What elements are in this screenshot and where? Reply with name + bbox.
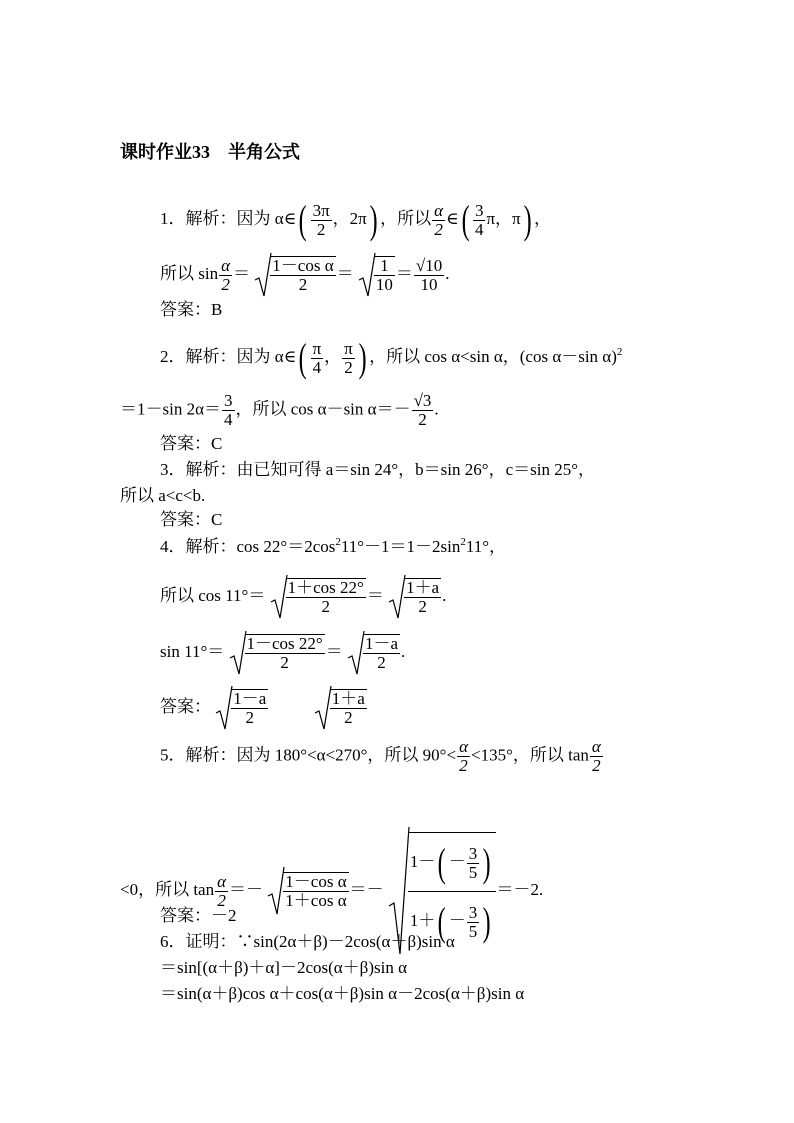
- q1-answer: 答案：B: [160, 300, 223, 319]
- q2-answer: 答案：C: [160, 434, 223, 453]
- q3-line2: 所以 a<c<b.: [120, 486, 206, 505]
- q6-line1: 6．证明：∵sin(2α＋β)－2cos(α＋β)sin α: [160, 932, 455, 951]
- q5-line1: 5．解析：因为 180°<α<270°，所以 90°< $\frac{\alpha}{2}$ <135°，所以 tan $\frac{\alpha}{2}$: [160, 737, 601, 775]
- q4-line1: 4．解析：$\cos 22^\circ=2\cos^211^\circ-1=1-2\sin^211^\circ$，: [160, 536, 507, 556]
- q4-answer: 答案： $\frac{1-a}{2}$ $\frac{1+a}{2}$: [160, 685, 368, 731]
- q2-line1: 2．解析：因为 α∈( $\frac{\pi}{4}$ ， $\frac{\pi}{2}$ ) ，所以 cos α<sin α，(cos α－sin α)$^2$: [160, 335, 623, 380]
- q4-line2: 所以 cos 11°＝ $\frac{1+\cos 22^\circ}{2}$ ＝ $\frac{1+a}{2}$ .: [160, 574, 446, 620]
- q3-answer: 答案：C: [160, 510, 223, 529]
- q6-line3: ＝sin(α＋β)cos α＋cos(α＋β)sin α－2cos(α＋β)sin α: [160, 984, 525, 1003]
- q1-line2: 所以 sin $\frac{\alpha}{2}$ ＝ $\frac{\text{1－cos α}}{2}$ ＝ $\frac{1}{10}$ ＝ $\frac{√10}{10}$ .: [160, 252, 449, 298]
- q6-line2: ＝sin[(α＋β)＋α]－2cos(α＋β)sin α: [160, 958, 407, 977]
- page-title: 课时作业33 半角公式: [120, 142, 300, 162]
- q1-line1: 1．解析：因为 α∈( $\frac{3\pi}{2}$ ，2π) ，所以 $\frac{\alpha}{2}$ ∈( $\frac{3}{4}$ π，π) ，: [160, 197, 551, 242]
- q3-line1: 3．解析：由已知可得 a＝sin 24°，b＝sin 26°，c＝sin 25°，: [160, 460, 596, 479]
- q5-line2: <0，所以 tan $\frac{\alpha}{2}$ ＝－ $\frac{\text{1－cos α}}{\text{1＋cos α}}$ ＝－ 1－( － $\frac{3}{5}$ ) 1＋( － $\frac{3}{5}$ ) ＝－2.: [120, 826, 543, 956]
- q2-line2: ＝1－sin 2α＝ $\frac{3}{4}$ ，所以 cos α－sin α＝－ $\frac{√3}{2}$ .: [120, 391, 439, 429]
- q4-line3: sin 11°＝ $\frac{1-\cos 22^\circ}{2}$ ＝ $\frac{1-a}{2}$ .: [160, 630, 405, 676]
- q5-answer: 答案：－2: [160, 906, 237, 925]
